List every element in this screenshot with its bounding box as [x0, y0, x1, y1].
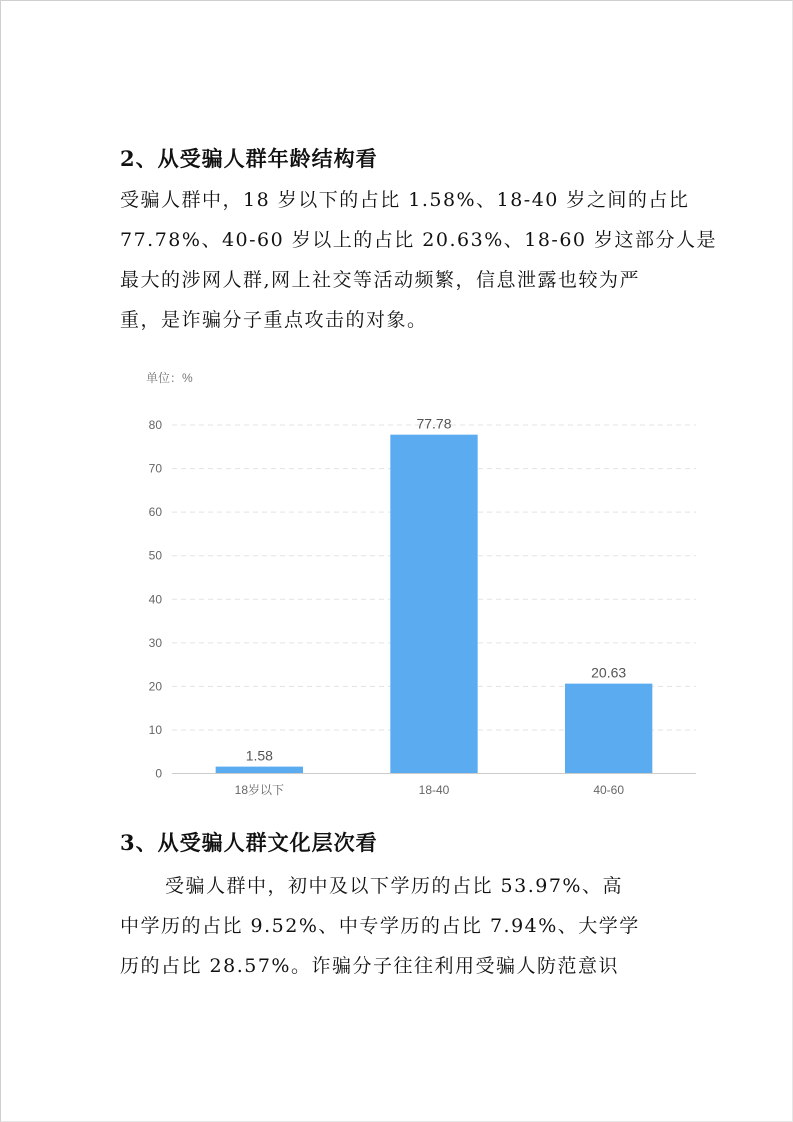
paragraph-line: 中学历的占比 9.52%、中专学历的占比 7.94%、大学学 — [120, 915, 640, 937]
y-tick-label: 0 — [155, 766, 162, 781]
section-3-paragraph — [120, 866, 680, 986]
y-tick-label: 10 — [148, 722, 162, 737]
data-label: 77.78 — [416, 415, 452, 432]
y-tick-label: 70 — [148, 461, 162, 476]
bar-2 — [390, 435, 477, 774]
paragraph-line: 77.78%、40-60 岁以上的占比 20.63%、18-60 岁这部分人是 — [120, 229, 718, 251]
paragraph-line: 受骗人群中，初中及以下学历的占比 53.97%、高 — [165, 875, 623, 897]
x-tick-label: 40-60 — [593, 783, 625, 797]
bar-1 — [216, 767, 303, 774]
paragraph-line: 历的占比 28.57%。诈骗分子往往利用受骗人防范意识 — [120, 955, 619, 977]
y-tick-label: 50 — [148, 548, 162, 563]
y-tick-label: 80 — [148, 418, 162, 432]
paragraph-line: 最大的涉网人群,网上社交等活动频繁，信息泄露也较为严 — [120, 269, 641, 291]
age-bar-chart — [0, 360, 793, 810]
x-tick-label: 18岁以下 — [234, 783, 285, 797]
bars — [216, 416, 653, 774]
paragraph-line: 重，是诈骗分子重点攻击的对象。 — [120, 309, 428, 331]
paragraph-line: 受骗人群中，18 岁以下的占比 1.58%、18-40 岁之间的占比 — [120, 189, 690, 211]
section-3-heading: 3、从受骗人群文化层次看 — [120, 830, 378, 855]
section-2-heading: 2、从受骗人群年龄结构看 — [120, 146, 378, 171]
chart-unit-label: 单位：% — [146, 371, 193, 385]
y-tick-label: 40 — [148, 592, 162, 607]
x-axis-labels — [235, 782, 625, 797]
bar-3 — [565, 684, 652, 774]
data-label: 1.58 — [245, 747, 273, 764]
y-tick-label: 20 — [148, 679, 162, 694]
y-axis-ticks — [149, 418, 163, 781]
section-2-paragraph — [120, 180, 718, 340]
data-label: 20.63 — [591, 664, 627, 681]
x-tick-label: 18-40 — [418, 783, 450, 797]
y-tick-label: 60 — [148, 505, 162, 520]
y-tick-label: 30 — [148, 635, 162, 650]
